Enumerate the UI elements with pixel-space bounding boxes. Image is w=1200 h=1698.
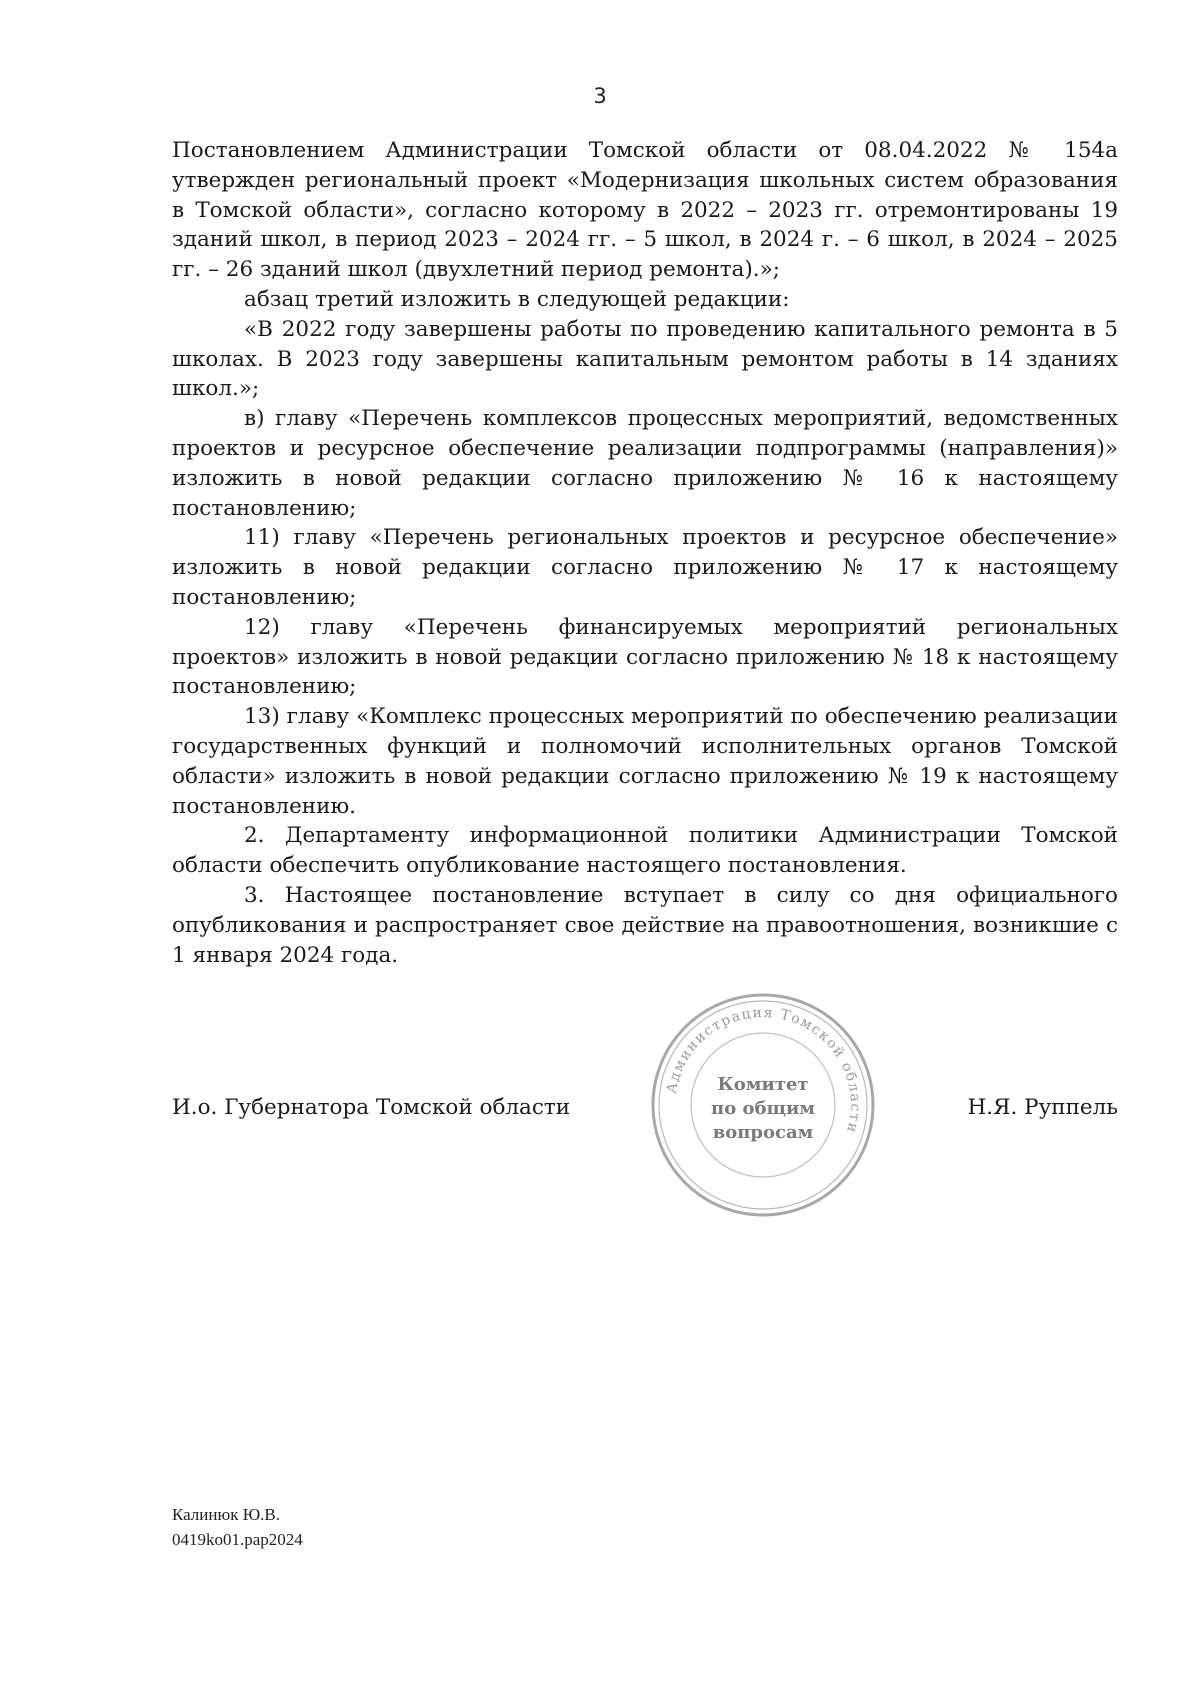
paragraph: 11) главу «Перечень региональных проектов и ресурсное обеспечение» изложить в новой редакции согласно приложению № 17 к настоящему постановлению; bbox=[172, 525, 1118, 610]
signatory-name: Н.Я. Руппель bbox=[967, 1095, 1118, 1120]
document-body bbox=[172, 136, 1118, 970]
paragraph: 13) главу «Комплекс процессных мероприятий по обеспечению реализации государственных функций и полномочий исполнительных органов Томской области» изложить в новой редакции согласно приложению № 19 к настоящему постановлению. bbox=[172, 704, 1118, 819]
official-stamp bbox=[648, 990, 878, 1220]
paragraph: «В 2022 году завершены работы по проведению капитального ремонта в 5 школах. В 2023 году завершены капитальным ремонтом работы в 14 зданиях школ.»; bbox=[172, 316, 1118, 402]
signatory-title: И.о. Губернатора Томской области bbox=[172, 1095, 571, 1120]
stamp-line-3: вопросам bbox=[712, 1122, 814, 1143]
executor-file: 0419ko01.pap2024 bbox=[172, 1530, 303, 1549]
stamp-line-1: Комитет bbox=[717, 1074, 809, 1095]
paragraph: 3. Настоящее постановление вступает в силу со дня официального опубликования и распространяет свое действие на правоотношения, возникшие с 1 января 2024 года. bbox=[172, 882, 1118, 968]
page-number: 3 bbox=[593, 84, 607, 108]
executor-name: Калинюк Ю.В. bbox=[172, 1505, 281, 1524]
executor-block bbox=[172, 1502, 303, 1552]
stamp-ring-text: Администрация Томской области bbox=[663, 1004, 864, 1136]
paragraph: в) главу «Перечень комплексов процессных мероприятий, ведомственных проектов и ресурсное обеспечение реализации подпрограммы (направления)» изложить в новой редакции согласно приложению № 16 к настоящему постановлению; bbox=[172, 406, 1118, 521]
paragraph: 12) главу «Перечень финансируемых мероприятий региональных проектов» изложить в новой редакции согласно приложению № 18 к настоящему постановлению; bbox=[172, 614, 1118, 700]
paragraph: абзац третий изложить в следующей редакции: bbox=[244, 286, 790, 312]
stamp-line-2: по общим bbox=[711, 1098, 815, 1119]
paragraph: 2. Департаменту информационной политики Администрации Томской области обеспечить опубликование настоящего постановления. bbox=[172, 823, 1118, 879]
paragraph: Постановлением Администрации Томской области от 08.04.2022 № 154а утвержден региональный проект «Модернизация школьных систем образования в Томской области», согласно которому в 2022 – 2023 гг. отремонтированы 19 зданий школ, в период 2023 – 2024 гг. – 5 школ, в 2024 г. – 6 школ, в 2024 – 2025 гг. – 26 зданий школ (двухлетний период ремонта).»; bbox=[172, 138, 1118, 283]
